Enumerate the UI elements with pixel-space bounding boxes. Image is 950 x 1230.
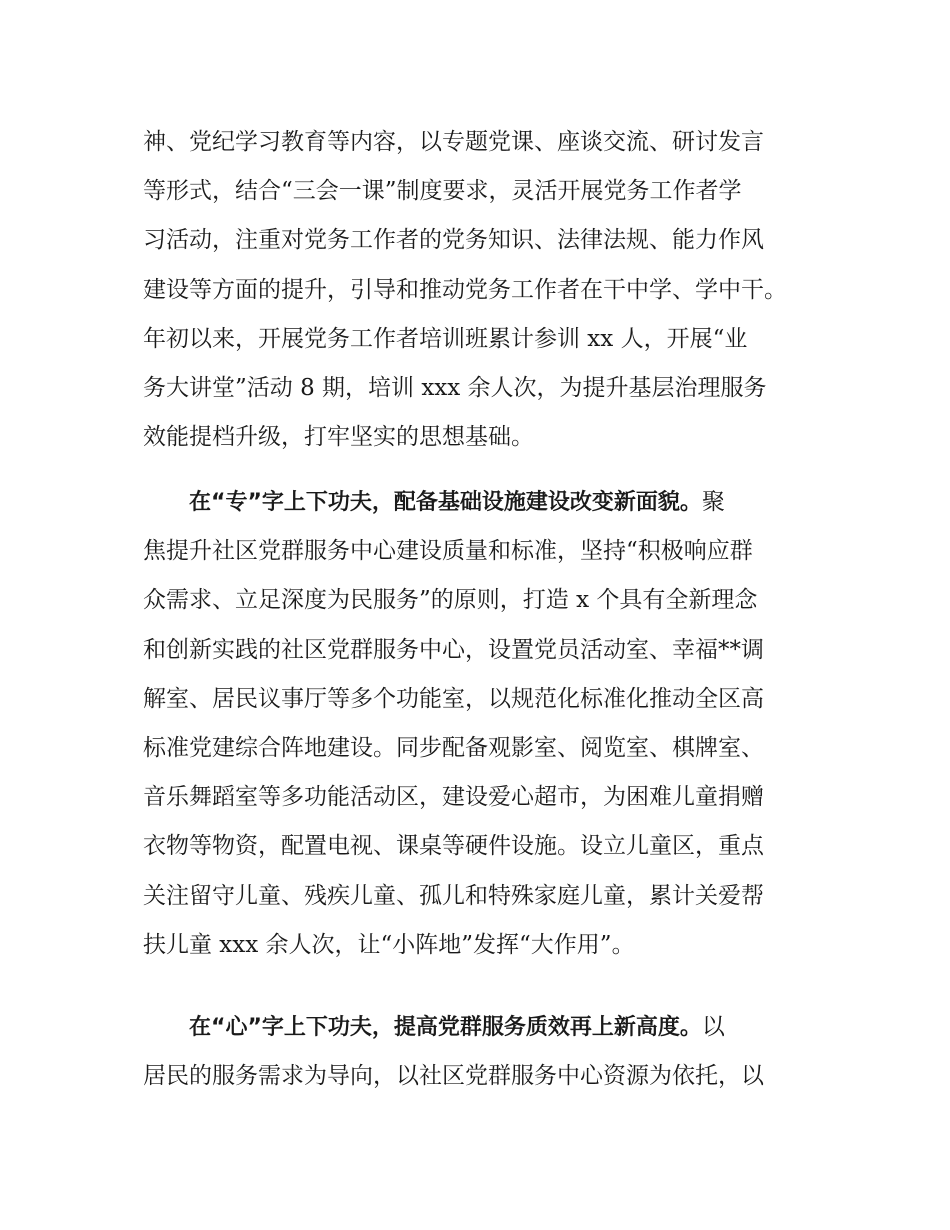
section-heading: 在“心”字上下功夫，提高党群服务质效再上新高度。 (189, 1015, 702, 1040)
paragraph-2 (143, 478, 813, 970)
paragraph-line: 建设等方面的提升，引导和推动党务工作者在干中学、学中干。 (143, 276, 787, 303)
paragraph-line: 神、党纪学习教育等内容，以专题党课、座谈交流、研讨发言 (143, 129, 764, 155)
paragraph-line: 习活动，注重对党务工作者的党务知识、法律法规、能力作风 (143, 227, 764, 254)
paragraph-3 (143, 1003, 813, 1101)
paragraph-line: 效能提档升级，打牢坚实的思想基础。 (143, 424, 534, 451)
paragraph-line: 解室、居民议事厅等多个功能室，以规范化标准化推动全区高 (143, 685, 764, 712)
paragraph-line: 务大讲堂”活动 8 期，培训 xxx 余人次，为提升基层治理服务 (143, 374, 767, 401)
paragraph-line: 居民的服务需求为导向，以社区党群服务中心资源为依托，以 (143, 1063, 764, 1090)
paragraph-line: 扶儿童 xxx 余人次，让“小阵地”发挥“大作用”。 (143, 931, 635, 958)
paragraph-line: 标准党建综合阵地建设。同步配备观影室、阅览室、棋牌室、 (143, 734, 764, 761)
section-heading: 在“专”字上下功夫，配备基础设施建设改变新面貌。 (189, 490, 702, 515)
paragraph-first-line (143, 1003, 813, 1052)
paragraph-line: 等形式，结合“三会一课”制度要求，灵活开展党务工作者学 (143, 178, 742, 205)
paragraph-first-line (143, 478, 813, 527)
paragraph-line: 音乐舞蹈室等多功能活动区，建设爱心超市，为困难儿童捐赠 (143, 784, 764, 811)
paragraph-line: 和创新实践的社区党群服务中心，设置党员活动室、幸福**调 (143, 636, 764, 663)
paragraph-text: 以 (701, 1014, 725, 1040)
paragraph-line: 关注留守儿童、残疾儿童、孤儿和特殊家庭儿童，累计关爱帮 (143, 882, 764, 909)
paragraph-line: 年初以来，开展党务工作者培训班累计参训 xx 人，开展“业 (143, 325, 748, 352)
paragraph-1 (143, 118, 813, 462)
paragraph-line: 衣物等物资，配置电视、课桌等硬件设施。设立儿童区，重点 (143, 833, 764, 860)
paragraph-line: 众需求、立足深度为民服务”的原则，打造 x 个具有全新理念 (143, 587, 758, 614)
paragraph-line: 焦提升社区党群服务中心建设质量和标准，坚持“积极响应群 (143, 538, 753, 565)
paragraph-text: 聚 (701, 489, 725, 515)
